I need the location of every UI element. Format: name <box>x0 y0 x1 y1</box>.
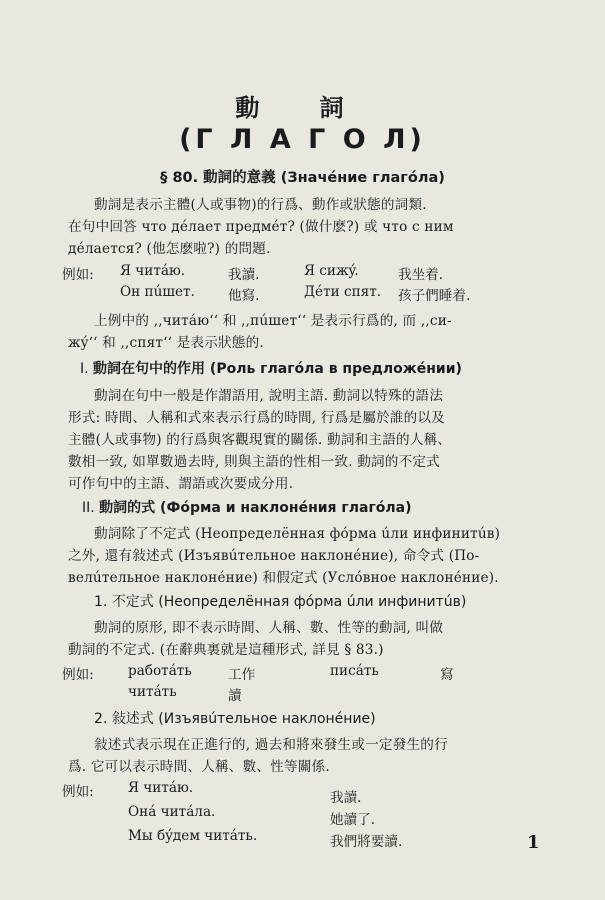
example-chinese: 我讀. <box>330 790 362 806</box>
example-russian: Я читáю. <box>120 263 186 279</box>
example-chinese: 我坐着. <box>398 267 444 283</box>
subsection-title: 敍述式 (Изъявúтельное наклонéние) <box>111 711 376 727</box>
paragraph-line: жý‘‘ 和 ,,спят‘‘ 是表示狀態的. <box>68 335 264 351</box>
paragraph-line: велúтельное наклонéние) 和假定式 (Услóвное наклонéние). <box>68 570 499 586</box>
paragraph-line: 動詞的不定式. (在辭典裏就是這種形式, 詳見 § 83.) <box>68 642 384 658</box>
example-chinese: 孩子們睡着. <box>398 288 471 304</box>
paragraph-line: 上例中的 ,,читáю‘‘ 和 ,,пúшет‘‘ 是表示行爲的, 而 ,,си- <box>94 313 452 329</box>
paragraph-line: 動詞是表示主體(人或事物)的行爲、動作或狀態的詞類. <box>94 197 427 213</box>
example-russian: Он пúшет. <box>120 284 195 300</box>
paragraph-line: 動詞除了不定式 (Неопределённая фóрма úли инфинитúв) <box>94 526 501 542</box>
subsection-1-heading <box>94 591 466 611</box>
chapter-title-russian: (Г Л А Г О Л) <box>179 124 426 155</box>
subsection-number: 2. <box>94 711 108 727</box>
paragraph-line: 數相一致, 如單數過去時, 則與主語的性相一致. 動詞的不定式 <box>68 454 440 470</box>
example-chinese: 工作 <box>228 667 256 683</box>
paragraph-line: 動詞的原形, 即不表示時間、人稱、數、性等的動詞, 叫做 <box>94 620 444 636</box>
example-russian: писáть <box>330 663 379 679</box>
example-russian: читáть <box>128 684 177 700</box>
paragraph-line: дéлается? (他怎麽啦?) 的問題. <box>68 241 271 257</box>
paragraph-line: 形式: 時間、人稱和式來表示行爲的時間, 行爲是屬於誰的以及 <box>68 410 445 426</box>
paragraph-line: 動詞在句中一般是作謂語用, 說明主語. 動詞以特殊的語法 <box>94 388 444 404</box>
chapter-title-chinese: 動 詞 <box>235 94 370 122</box>
example-chinese: 我們將要讀. <box>330 834 403 850</box>
paragraph-line: 在句中回答 что дéлает предмéт? (做什麽?) 或 что с ним <box>68 219 454 235</box>
paragraph-line: 之外, 還有敍述式 (Изъявúтельное наклонéние), 命令式 (По- <box>68 548 480 564</box>
part-2-heading <box>82 497 411 517</box>
section-80-heading: § 80. 動詞的意義 (Значéние глагóла) <box>160 170 445 186</box>
part-number: I. <box>80 361 89 377</box>
example-chinese: 她讀了. <box>330 812 376 828</box>
example-russian: Я читáю. <box>128 780 194 796</box>
example-chinese: 讀 <box>228 688 242 704</box>
example-label: 例如: <box>62 267 94 283</box>
page-number: 1 <box>527 832 540 853</box>
example-label: 例如: <box>62 784 94 800</box>
part-title: 動詞在句中的作用 (Роль глагóла в предложéнии) <box>93 361 462 377</box>
example-chinese: 我讀. <box>228 267 260 283</box>
example-russian: Я сижý. <box>304 263 359 279</box>
example-russian: работáть <box>128 663 192 679</box>
part-1-heading <box>80 358 462 378</box>
example-chinese: 他寫. <box>228 288 260 304</box>
example-russian: Дéти спят. <box>304 284 382 300</box>
subsection-number: 1. <box>94 594 108 610</box>
paragraph-line: 主體(人或事物) 的行爲與客觀現實的關係. 動詞和主語的人稱、 <box>68 432 452 448</box>
paragraph-line: 可作句中的主語、謂語或次要成分用. <box>68 476 294 492</box>
subsection-2-heading <box>94 708 376 728</box>
example-chinese: 寫 <box>440 667 454 683</box>
part-title: 動詞的式 (Фóрма и наклонéния глагóла) <box>99 500 412 516</box>
example-russian: Онá читáла. <box>128 804 216 820</box>
part-number: II. <box>82 500 95 516</box>
example-russian: Мы бýдем читáть. <box>128 828 258 844</box>
paragraph-line: 敍述式表示現在正進行的, 過去和將來發生或一定發生的行 <box>94 737 448 753</box>
example-label: 例如: <box>62 667 94 683</box>
subsection-title: 不定式 (Неопределённая фóрма úли инфинитúв) <box>111 594 467 610</box>
paragraph-line: 爲. 它可以表示時間、人稱、數、性等關係. <box>68 759 330 775</box>
